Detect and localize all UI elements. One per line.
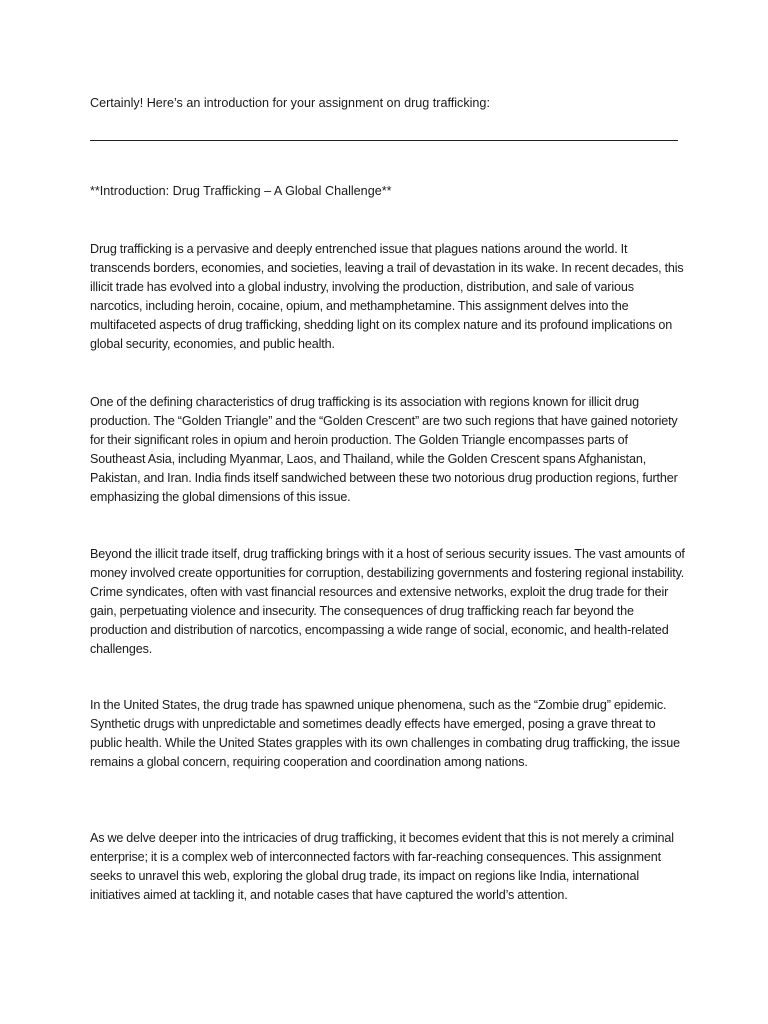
paragraph-2: One of the defining characteristics of drug trafficking is its association with regions known for illicit drug production. The “Golden Triangle” and the “Golden Crescent” are two such regions that have gained notoriety for their significant roles in opium and heroin production. The Golden Triangle encompasses parts of Southeast Asia, including Myanmar, Laos, and Thailand, while the Golden Crescent spans Afghanistan, Pakistan, and Iran. India finds itself sandwiched between these two notorious drug production regions, further emphasizing the global dimensions of this issue.	[90, 395, 678, 504]
document-heading: **Introduction: Drug Trafficking – A Global Challenge**	[90, 184, 392, 198]
horizontal-divider	[90, 140, 678, 141]
paragraph-4: In the United States, the drug trade has spawned unique phenomena, such as the “Zombie drug” epidemic. Synthetic drugs with unpredictable and sometimes deadly effects have emerged, posing a grave threat to public health. While the United States grapples with its own challenges in combating drug trafficking, the issue remains a global concern, requiring cooperation and coordination among nations.	[90, 698, 681, 769]
paragraph-1: Drug trafficking is a pervasive and deeply entrenched issue that plagues nations around the world. It transcends borders, economies, and societies, leaving a trail of devastation in its wake. In recent decades, this illicit trade has evolved into a global industry, involving the production, distribution, and sale of various narcotics, including heroin, cocaine, opium, and methamphetamine. This assignment delves into the multifaceted aspects of drug trafficking, shedding light on its complex nature and its profound implications on global security, economies, and public health.	[90, 242, 684, 351]
paragraph-5: As we delve deeper into the intricacies of drug trafficking, it becomes evident that this is not merely a criminal enterprise; it is a complex web of interconnected factors with far-reaching consequences. This assignment seeks to unravel this web, exploring the global drug trade, its impact on regions like India, international initiatives aimed at tackling it, and notable cases that have captured the world’s attention.	[90, 831, 674, 902]
intro-line: Certainly! Here’s an introduction for your assignment on drug trafficking:	[90, 96, 490, 110]
paragraph-3: Beyond the illicit trade itself, drug trafficking brings with it a host of serious security issues. The vast amounts of money involved create opportunities for corruption, destabilizing governments and fostering regional instability. Crime syndicates, often with vast financial resources and extensive networks, exploit the drug trade for their gain, perpetuating violence and insecurity. The consequences of drug trafficking reach far beyond the production and distribution of narcotics, encompassing a wide range of social, economic, and health-related challenges.	[90, 547, 685, 656]
